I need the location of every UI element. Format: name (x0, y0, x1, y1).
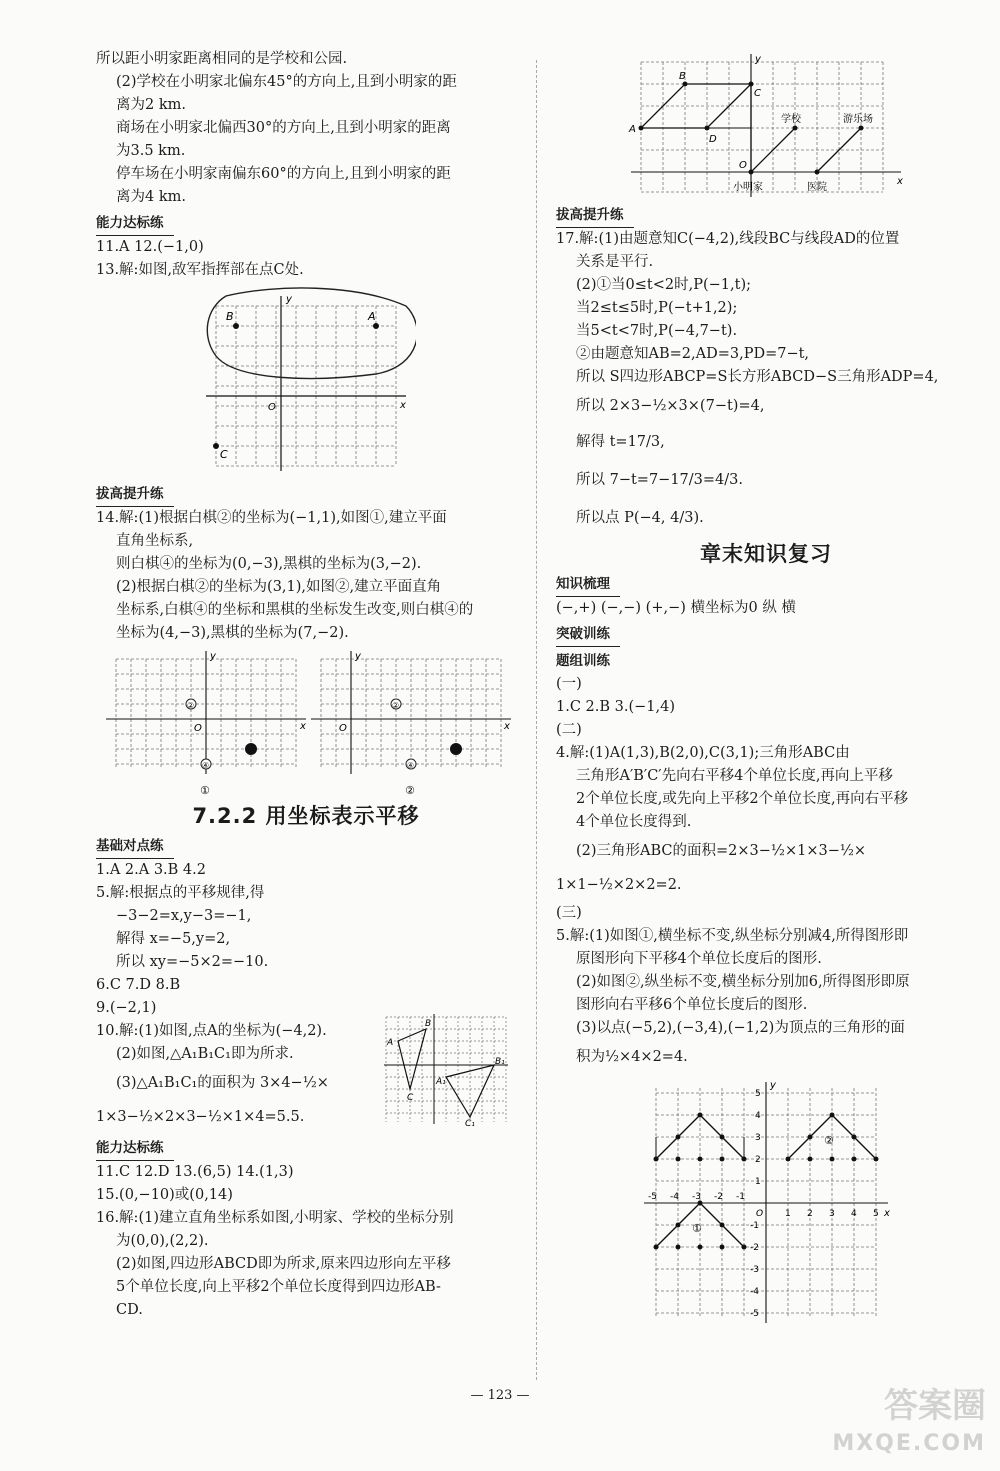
text-line: 1×1−½×2×2=2. (556, 877, 682, 893)
label-point: A (629, 124, 636, 135)
label-axis: y (210, 651, 216, 662)
tick-label: -5 (648, 1192, 657, 1202)
tick-label: 5 (873, 1209, 879, 1219)
label-point: C (754, 88, 761, 99)
text-line: 1.C 2.B 3.(−1,4) (556, 699, 675, 715)
label-axis: x (897, 176, 903, 187)
text-line: −3−2=x,y−3=−1, (116, 908, 252, 924)
watermark-url: MXQE.COM (832, 1431, 986, 1456)
text-line: 4个单位长度得到. (576, 814, 692, 830)
group-label: (三) (556, 905, 582, 921)
label-point: C (220, 448, 228, 461)
tick-label: 2 (807, 1209, 813, 1219)
text-line: (−,+) (−,−) (+,−) 横坐标为0 纵 横 (556, 600, 796, 616)
text-line: 商场在小明家北偏西30°的方向上,且到小明家的距离 (116, 120, 451, 136)
label-origin: O (739, 160, 747, 171)
tick-label: 1 (785, 1209, 791, 1219)
label-origin: O (339, 723, 347, 734)
figure-map-quadrilateral (621, 52, 911, 197)
label-point: C₁ (465, 1119, 475, 1127)
label-place: 学校 (781, 114, 801, 125)
figure-caption: ① (200, 784, 210, 797)
label-axis: y (770, 1080, 776, 1091)
text-line: 当5<t<7时,P(−4,7−t). (576, 323, 738, 339)
text-line: 11.C 12.D 13.(6,5) 14.(1,3) (96, 1164, 294, 1180)
text-line: 坐标系,白棋④的坐标和黑棋的坐标发生改变,则白棋④的 (116, 602, 474, 618)
text-line: (2)①当0≤t<2时,P(−1,t); (576, 277, 751, 293)
text-line: 为3.5 km. (116, 143, 186, 159)
label-point: B (679, 71, 686, 82)
figure-go-boards (96, 649, 516, 799)
tick-label: 4 (755, 1111, 761, 1121)
label-axis: x (300, 721, 306, 732)
label-figure: ① (692, 1222, 702, 1235)
text-line: 17.解:(1)由题意知C(−4,2),线段BC与线段AD的位置 (556, 231, 900, 247)
section-heading: 基础对点练 (96, 835, 174, 859)
label-origin: O (756, 1209, 764, 1219)
text-line: 原图形向下平移4个单位长度后的图形. (576, 951, 822, 967)
text-line: (2)三角形ABC的面积=2×3−½×1×3−½× (576, 843, 867, 859)
figure-triangle-translations (636, 1078, 896, 1328)
label-figure: ② (824, 1134, 834, 1147)
text-line: (2)学校在小明家北偏东45°的方向上,且到小明家的距 (116, 74, 457, 90)
label-point: B (425, 1019, 432, 1029)
text-line: 图形向右平移6个单位长度后的图形. (576, 997, 808, 1013)
label-point: C (407, 1093, 414, 1103)
tick-label: 5 (755, 1089, 761, 1099)
tick-label: -3 (692, 1192, 701, 1202)
section-heading: 能力达标练 (96, 212, 174, 236)
text-line: (2)如图,四边形ABCD即为所求,原来四边形向左平移 (116, 1256, 451, 1272)
label-point: A₁ (436, 1077, 446, 1087)
text-line: 解得 x=−5,y=2, (116, 931, 231, 947)
text-line: 直角坐标系, (116, 533, 194, 549)
label-origin: O (268, 402, 276, 413)
text-line: (2)如图,△A₁B₁C₁即为所求. (116, 1046, 294, 1062)
text-line: 9.(−2,1) (96, 1000, 157, 1016)
figure-translation-triangles (381, 1012, 511, 1127)
text-line: 所以距小明家距离相同的是学校和公园. (96, 51, 348, 67)
text-line: 积为½×4×2=4. (576, 1049, 688, 1065)
figure-enemy-hq (196, 286, 416, 476)
tick-label: -5 (750, 1309, 759, 1319)
text-line: ②由题意知AB=2,AD=3,PD=7−t, (576, 346, 810, 362)
text-line: 6.C 7.D 8.B (96, 977, 181, 993)
text-line: CD. (116, 1302, 143, 1318)
section-heading: 知识梳理 (556, 573, 620, 597)
text-line: (3)以点(−5,2),(−3,4),(−1,2)为顶点的三角形的面 (576, 1020, 905, 1036)
watermark (832, 1387, 986, 1463)
label-place: 医院 (807, 182, 827, 193)
text-line: 坐标为(4,−3),黑棋的坐标为(7,−2). (116, 625, 349, 641)
text-line: 10.解:(1)如图,点A的坐标为(−4,2). (96, 1023, 327, 1039)
figure-caption: ② (405, 784, 415, 797)
tick-label: -2 (750, 1243, 759, 1253)
tick-label: 2 (755, 1155, 761, 1165)
text-line: 当2≤t≤5时,P(−t+1,2); (576, 300, 738, 316)
text-line: 2个单位长度,或先向上平移2个单位长度,再向右平移 (576, 791, 909, 807)
group-label: (二) (556, 722, 582, 738)
label-axis: y (355, 651, 361, 662)
label-place: 小明家 (733, 182, 763, 193)
text-line: 所以 S四边形ABCP=S长方形ABCD−S三角形ADP=4, (576, 369, 939, 385)
tick-label: -1 (736, 1192, 745, 1202)
text-line: 解得 t=17/3, (576, 434, 665, 450)
tick-label: 1 (755, 1177, 761, 1187)
watermark-main: 答案圈 (884, 1386, 986, 1426)
text-line: 离为2 km. (116, 97, 186, 113)
label-axis: x (504, 721, 510, 732)
group-label: (一) (556, 676, 582, 692)
right-column (556, 48, 976, 1332)
label-stone: ④ (202, 761, 210, 770)
label-axis: y (286, 294, 292, 305)
text-line: 4.解:(1)A(1,3),B(2,0),C(3,1);三角形ABC由 (556, 745, 850, 761)
q10-block (96, 1020, 516, 1134)
section-heading: 拔高提升练 (96, 483, 174, 507)
page-number: — 123 — (470, 1388, 530, 1403)
tick-label: -4 (670, 1192, 679, 1202)
text-line: 停车场在小明家南偏东60°的方向上,且到小明家的距 (116, 166, 451, 182)
label-point: A (368, 310, 376, 323)
column-divider (536, 60, 537, 1380)
text-line: 三角形A′B′C′先向右平移4个单位长度,再向上平移 (576, 768, 893, 784)
tick-label: 4 (851, 1209, 857, 1219)
text-line: 所以 xy=−5×2=−10. (116, 954, 269, 970)
label-stone: ④ (407, 761, 415, 770)
tick-label: -2 (714, 1192, 723, 1202)
label-point: B (226, 310, 234, 323)
section-heading: 突破训练 (556, 623, 620, 647)
text-line: (2)如图②,纵坐标不变,横坐标分别加6,所得图形即原 (576, 974, 910, 990)
label-axis: x (400, 400, 406, 411)
text-line: 则白棋④的坐标为(0,−3),黑棋的坐标为(3,−2). (116, 556, 422, 572)
text-line: 关系是平行. (576, 254, 654, 270)
text-line: 1×3−½×2×3−½×1×4=5.5. (96, 1109, 305, 1125)
text-line: (2)根据白棋②的坐标为(3,1),如图②,建立平面直角 (116, 579, 442, 595)
label-point: B₁ (495, 1057, 505, 1067)
label-stone: ② (392, 701, 400, 710)
text-line: 5个单位长度,向上平移2个单位长度得到四边形AB- (116, 1279, 441, 1295)
section-title: 7.2.2 用坐标表示平移 (192, 804, 420, 828)
tick-label: 3 (755, 1133, 761, 1143)
text-line: 5.解:根据点的平移规律,得 (96, 885, 265, 901)
section-heading: 拔高提升练 (556, 204, 634, 228)
label-place: 游乐场 (843, 114, 873, 125)
text-line: 14.解:(1)根据白棋②的坐标为(−1,1),如图①,建立平面 (96, 510, 447, 526)
text-line: 15.(0,−10)或(0,14) (96, 1187, 233, 1203)
text-line: 离为4 km. (116, 189, 186, 205)
label-point: A (387, 1038, 394, 1048)
text-line: 所以 2×3−½×3×(7−t)=4, (576, 398, 765, 414)
left-column (96, 48, 516, 1322)
tick-label: -4 (750, 1287, 759, 1297)
text-line: 1.A 2.A 3.B 4.2 (96, 862, 206, 878)
section-heading: 题组训练 (556, 653, 610, 669)
text-line: 13.解:如图,敌军指挥部在点C处. (96, 262, 304, 278)
text-line: 为(0,0),(2,2). (116, 1233, 209, 1249)
tick-label: -3 (750, 1265, 759, 1275)
label-stone: ② (187, 701, 195, 710)
text-line: 所以 7−t=7−17/3=4/3. (576, 472, 743, 488)
label-point: D (709, 134, 717, 145)
label-axis: x (884, 1208, 890, 1219)
text-line: 11.A 12.(−1,0) (96, 239, 204, 255)
label-origin: O (194, 723, 202, 734)
tick-label: -1 (750, 1221, 759, 1231)
tick-label: 3 (829, 1209, 835, 1219)
text-line: 5.解:(1)如图①,横坐标不变,纵坐标分别减4,所得图形即 (556, 928, 909, 944)
text-line: (3)△A₁B₁C₁的面积为 3×4−½× (116, 1075, 329, 1091)
label-axis: y (755, 54, 761, 65)
text-line: 所以点 P(−4, 4/3). (576, 510, 704, 526)
section-heading: 能力达标练 (96, 1137, 174, 1161)
text-line: 16.解:(1)建立直角坐标系如图,小明家、学校的坐标分别 (96, 1210, 454, 1226)
chapter-title: 章末知识复习 (700, 542, 832, 566)
